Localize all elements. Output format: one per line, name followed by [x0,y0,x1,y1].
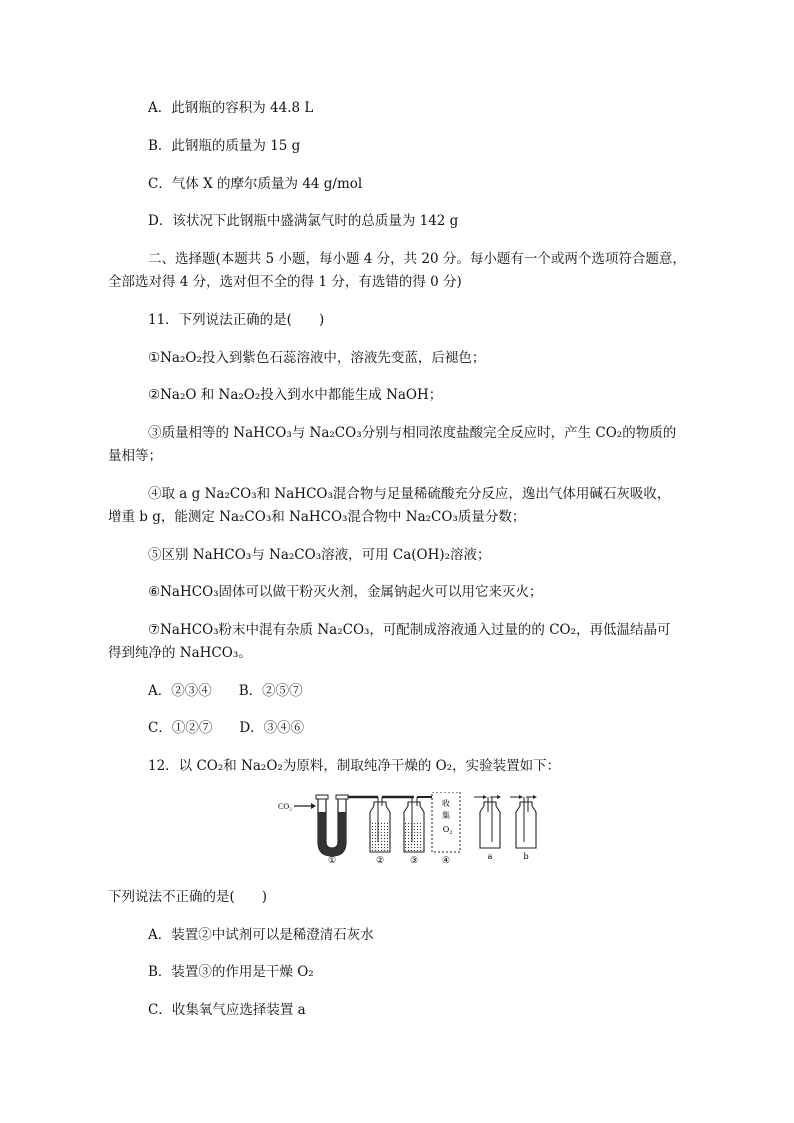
q11-statement-1: ①Na₂O₂投入到紫色石蕊溶液中，溶液先变蓝，后褪色； [148,350,486,366]
q12-question: 下列说法不正确的是( ) [108,889,268,905]
label-a: a [487,852,493,861]
section-heading-line1: 二、选择题(本题共 5 小题，每小题 4 分，共 20 分。每小题有一个或两个选项符合题意， [148,251,686,267]
q11-statement-5: ⑤区别 NaHCO₃与 Na₂CO₃溶液，可用 Ca(OH)₂溶液； [148,547,491,563]
option-d-prev: D．该状况下此钢瓶中盛满氯气时的总质量为 142 g [148,213,459,229]
apparatus-diagram [278,792,548,864]
svg-text:2: 2 [449,830,453,836]
q11-statement-3a: ③质量相等的 NaHCO₃与 Na₂CO₃分别与相同浓度盐酸完全反应时，产生 CO₂的物质的 [148,425,677,441]
q11-options-ab: A．②③④ B．②⑤⑦ [148,683,303,699]
apparatus-svg [278,792,548,864]
collect-label-1: 收 [442,799,450,808]
collect-label-3: O [442,825,450,834]
q11-options-cd: C．①②⑦ D．③④⑥ [148,720,305,736]
gas-bottle-b [516,802,536,848]
q11-statement-4a: ④取 a g Na₂CO₃和 NaHCO₃混合物与足量稀硫酸充分反应，逸出气体用碱石灰吸收， [148,486,671,502]
option-c-prev: C．气体 X 的摩尔质量为 44 g/mol [148,176,363,192]
u-tube-filling [318,812,346,856]
q11-statement-6: ⑥NaHCO₃固体可以做干粉灭火剂，金属钠起火可以用它来灭火； [148,584,543,600]
label-1: ① [327,856,337,864]
option-a-prev: A．此钢瓶的容积为 44.8 L [148,100,314,116]
label-4: ④ [441,856,451,864]
q11-statement-2: ②Na₂O 和 Na₂O₂投入到水中都能生成 NaOH； [148,387,443,403]
q12-option-b: B．装置③的作用是干燥 O₂ [148,964,314,980]
label-3: ③ [409,856,419,864]
q12-option-a: A．装置②中试剂可以是稀澄清石灰水 [148,927,374,943]
label-2: ② [375,856,385,864]
q11-statement-7b: 得到纯净的 NaHCO₃。 [108,645,252,661]
co2-inlet-label: CO₂ [278,802,292,811]
q11-statement-3b: 量相等； [108,448,162,464]
q11-stem: 11．下列说法正确的是( ) [148,312,325,328]
option-b-prev: B．此钢瓶的质量为 15 g [148,138,301,154]
inlet-arrow-icon [311,803,316,809]
label-b: b [523,852,529,861]
q12-stem: 12．以 CO₂和 Na₂O₂为原料，制取纯净干燥的 O₂，实验装置如下： [148,758,561,774]
collect-label-2: 集 [442,811,450,820]
gas-bottle-a [480,802,500,848]
q12-option-c: C．收集氧气应选择装置 a [148,1002,306,1018]
q11-statement-4b: 增重 b g，能测定 Na₂CO₃和 NaHCO₃混合物中 Na₂CO₃质量分数； [108,509,526,525]
section-heading-line2: 全部选对得 4 分，选对但不全的得 1 分，有选错的得 0 分) [108,274,462,290]
q11-statement-7a: ⑦NaHCO₃粉末中混有杂质 Na₂CO₃，可配制成溶液通入过量的的 CO₂，再低温结晶可 [148,622,671,638]
